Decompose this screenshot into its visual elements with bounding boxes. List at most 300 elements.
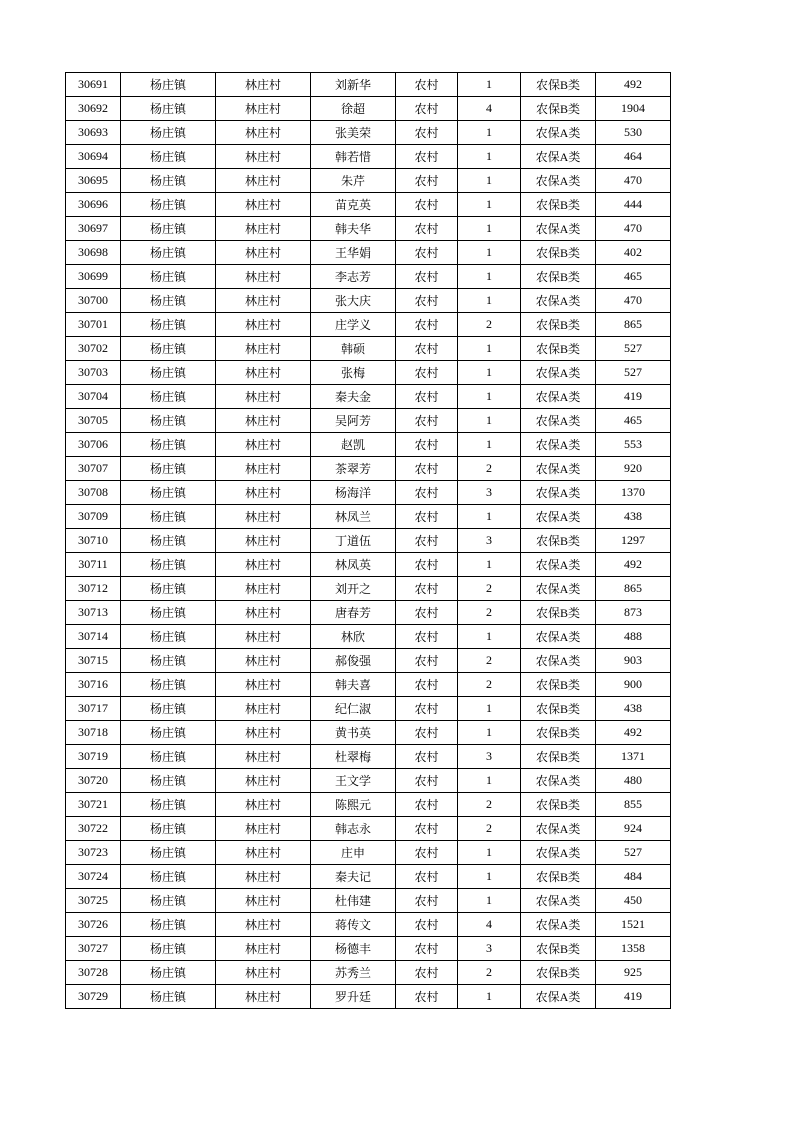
table-row [66, 529, 671, 553]
cell-amount: 1370 [596, 481, 671, 505]
cell-insurance-type: 农保B类 [521, 601, 596, 625]
cell-id: 30709 [66, 505, 121, 529]
cell-count: 2 [458, 577, 521, 601]
cell-count: 1 [458, 361, 521, 385]
cell-amount: 492 [596, 553, 671, 577]
cell-village: 林庄村 [216, 553, 311, 577]
cell-count: 3 [458, 481, 521, 505]
cell-area-type: 农村 [396, 169, 458, 193]
cell-id: 30691 [66, 73, 121, 97]
cell-insurance-type: 农保A类 [521, 169, 596, 193]
cell-amount: 1521 [596, 913, 671, 937]
cell-id: 30715 [66, 649, 121, 673]
cell-count: 2 [458, 649, 521, 673]
cell-village: 林庄村 [216, 97, 311, 121]
cell-town: 杨庄镇 [121, 721, 216, 745]
cell-area-type: 农村 [396, 985, 458, 1009]
cell-town: 杨庄镇 [121, 217, 216, 241]
cell-amount: 470 [596, 217, 671, 241]
cell-name: 林凤英 [311, 553, 396, 577]
cell-id: 30697 [66, 217, 121, 241]
cell-count: 1 [458, 217, 521, 241]
cell-id: 30705 [66, 409, 121, 433]
cell-count: 1 [458, 337, 521, 361]
cell-area-type: 农村 [396, 409, 458, 433]
cell-id: 30728 [66, 961, 121, 985]
cell-name: 徐超 [311, 97, 396, 121]
cell-village: 林庄村 [216, 889, 311, 913]
cell-area-type: 农村 [396, 577, 458, 601]
table-row [66, 73, 671, 97]
cell-count: 1 [458, 73, 521, 97]
cell-name: 杜翠梅 [311, 745, 396, 769]
cell-id: 30727 [66, 937, 121, 961]
table-row [66, 265, 671, 289]
cell-name: 林凤兰 [311, 505, 396, 529]
cell-amount: 444 [596, 193, 671, 217]
cell-village: 林庄村 [216, 865, 311, 889]
cell-village: 林庄村 [216, 697, 311, 721]
table-row [66, 409, 671, 433]
cell-name: 纪仁淑 [311, 697, 396, 721]
table-row [66, 985, 671, 1009]
cell-amount: 492 [596, 73, 671, 97]
cell-name: 黄书英 [311, 721, 396, 745]
cell-village: 林庄村 [216, 457, 311, 481]
cell-town: 杨庄镇 [121, 505, 216, 529]
cell-insurance-type: 农保A类 [521, 553, 596, 577]
cell-area-type: 农村 [396, 793, 458, 817]
cell-name: 刘新华 [311, 73, 396, 97]
cell-insurance-type: 农保A类 [521, 289, 596, 313]
table-row [66, 337, 671, 361]
cell-area-type: 农村 [396, 673, 458, 697]
cell-amount: 465 [596, 265, 671, 289]
cell-count: 3 [458, 529, 521, 553]
cell-count: 3 [458, 937, 521, 961]
cell-town: 杨庄镇 [121, 865, 216, 889]
cell-village: 林庄村 [216, 937, 311, 961]
cell-id: 30711 [66, 553, 121, 577]
cell-insurance-type: 农保A类 [521, 385, 596, 409]
cell-town: 杨庄镇 [121, 121, 216, 145]
table-row [66, 313, 671, 337]
cell-name: 陈熙元 [311, 793, 396, 817]
cell-count: 1 [458, 121, 521, 145]
cell-area-type: 农村 [396, 553, 458, 577]
table-row [66, 601, 671, 625]
cell-name: 王文学 [311, 769, 396, 793]
cell-village: 林庄村 [216, 649, 311, 673]
cell-name: 朱芹 [311, 169, 396, 193]
cell-count: 1 [458, 625, 521, 649]
table-row [66, 361, 671, 385]
cell-amount: 488 [596, 625, 671, 649]
cell-village: 林庄村 [216, 625, 311, 649]
cell-amount: 492 [596, 721, 671, 745]
cell-area-type: 农村 [396, 433, 458, 457]
cell-id: 30714 [66, 625, 121, 649]
cell-amount: 855 [596, 793, 671, 817]
cell-village: 林庄村 [216, 505, 311, 529]
cell-town: 杨庄镇 [121, 433, 216, 457]
cell-name: 庄申 [311, 841, 396, 865]
cell-name: 杨德丰 [311, 937, 396, 961]
cell-count: 1 [458, 505, 521, 529]
cell-amount: 438 [596, 505, 671, 529]
cell-name: 韩夫华 [311, 217, 396, 241]
cell-town: 杨庄镇 [121, 73, 216, 97]
cell-id: 30704 [66, 385, 121, 409]
cell-name: 张大庆 [311, 289, 396, 313]
cell-count: 1 [458, 433, 521, 457]
cell-insurance-type: 农保A类 [521, 817, 596, 841]
cell-area-type: 农村 [396, 193, 458, 217]
cell-amount: 530 [596, 121, 671, 145]
cell-count: 1 [458, 553, 521, 577]
cell-id: 30698 [66, 241, 121, 265]
cell-count: 1 [458, 289, 521, 313]
table-row [66, 553, 671, 577]
cell-town: 杨庄镇 [121, 289, 216, 313]
cell-id: 30725 [66, 889, 121, 913]
cell-insurance-type: 农保A类 [521, 457, 596, 481]
cell-id: 30717 [66, 697, 121, 721]
cell-area-type: 农村 [396, 841, 458, 865]
table-row [66, 457, 671, 481]
cell-insurance-type: 农保B类 [521, 529, 596, 553]
cell-name: 韩若惜 [311, 145, 396, 169]
cell-insurance-type: 农保A类 [521, 481, 596, 505]
cell-amount: 865 [596, 313, 671, 337]
table-row [66, 289, 671, 313]
cell-insurance-type: 农保B类 [521, 97, 596, 121]
cell-name: 杨海洋 [311, 481, 396, 505]
table-row [66, 961, 671, 985]
cell-amount: 527 [596, 841, 671, 865]
cell-id: 30723 [66, 841, 121, 865]
table-body [66, 73, 671, 1009]
cell-name: 秦夫记 [311, 865, 396, 889]
cell-area-type: 农村 [396, 937, 458, 961]
cell-insurance-type: 农保A类 [521, 433, 596, 457]
cell-area-type: 农村 [396, 745, 458, 769]
cell-village: 林庄村 [216, 265, 311, 289]
cell-name: 丁道伍 [311, 529, 396, 553]
cell-amount: 865 [596, 577, 671, 601]
cell-amount: 480 [596, 769, 671, 793]
cell-area-type: 农村 [396, 961, 458, 985]
table-row [66, 217, 671, 241]
cell-village: 林庄村 [216, 241, 311, 265]
cell-village: 林庄村 [216, 145, 311, 169]
cell-area-type: 农村 [396, 913, 458, 937]
cell-name: 张梅 [311, 361, 396, 385]
cell-town: 杨庄镇 [121, 241, 216, 265]
cell-area-type: 农村 [396, 361, 458, 385]
cell-count: 1 [458, 721, 521, 745]
cell-town: 杨庄镇 [121, 601, 216, 625]
cell-town: 杨庄镇 [121, 889, 216, 913]
cell-id: 30712 [66, 577, 121, 601]
cell-village: 林庄村 [216, 73, 311, 97]
cell-village: 林庄村 [216, 793, 311, 817]
cell-insurance-type: 农保B类 [521, 193, 596, 217]
cell-area-type: 农村 [396, 97, 458, 121]
cell-area-type: 农村 [396, 625, 458, 649]
table-row [66, 817, 671, 841]
table-row [66, 241, 671, 265]
cell-area-type: 农村 [396, 217, 458, 241]
cell-area-type: 农村 [396, 481, 458, 505]
cell-count: 1 [458, 265, 521, 289]
table-row [66, 97, 671, 121]
table-row [66, 169, 671, 193]
cell-id: 30700 [66, 289, 121, 313]
cell-name: 吴阿芳 [311, 409, 396, 433]
cell-insurance-type: 农保A类 [521, 913, 596, 937]
cell-id: 30724 [66, 865, 121, 889]
cell-count: 2 [458, 817, 521, 841]
cell-town: 杨庄镇 [121, 673, 216, 697]
cell-id: 30696 [66, 193, 121, 217]
cell-town: 杨庄镇 [121, 769, 216, 793]
cell-name: 秦夫金 [311, 385, 396, 409]
table-row [66, 937, 671, 961]
cell-name: 张美荣 [311, 121, 396, 145]
table-row [66, 121, 671, 145]
cell-area-type: 农村 [396, 769, 458, 793]
cell-id: 30710 [66, 529, 121, 553]
cell-town: 杨庄镇 [121, 745, 216, 769]
cell-insurance-type: 农保A类 [521, 985, 596, 1009]
cell-insurance-type: 农保B类 [521, 265, 596, 289]
cell-insurance-type: 农保B类 [521, 937, 596, 961]
cell-count: 4 [458, 97, 521, 121]
cell-insurance-type: 农保B类 [521, 313, 596, 337]
cell-area-type: 农村 [396, 865, 458, 889]
cell-amount: 438 [596, 697, 671, 721]
cell-amount: 527 [596, 361, 671, 385]
cell-count: 1 [458, 145, 521, 169]
cell-amount: 1371 [596, 745, 671, 769]
cell-village: 林庄村 [216, 313, 311, 337]
cell-town: 杨庄镇 [121, 529, 216, 553]
cell-village: 林庄村 [216, 529, 311, 553]
cell-id: 30692 [66, 97, 121, 121]
cell-village: 林庄村 [216, 985, 311, 1009]
table-row [66, 889, 671, 913]
table-row [66, 625, 671, 649]
cell-count: 2 [458, 673, 521, 697]
cell-name: 林欣 [311, 625, 396, 649]
cell-town: 杨庄镇 [121, 793, 216, 817]
cell-town: 杨庄镇 [121, 577, 216, 601]
cell-count: 3 [458, 745, 521, 769]
cell-name: 韩硕 [311, 337, 396, 361]
cell-id: 30713 [66, 601, 121, 625]
cell-insurance-type: 农保B类 [521, 73, 596, 97]
cell-count: 1 [458, 985, 521, 1009]
cell-insurance-type: 农保A类 [521, 889, 596, 913]
cell-amount: 903 [596, 649, 671, 673]
cell-area-type: 农村 [396, 601, 458, 625]
table-row [66, 385, 671, 409]
cell-area-type: 农村 [396, 265, 458, 289]
cell-village: 林庄村 [216, 961, 311, 985]
cell-count: 1 [458, 169, 521, 193]
table-row [66, 913, 671, 937]
cell-count: 1 [458, 769, 521, 793]
table-row [66, 577, 671, 601]
cell-insurance-type: 农保A类 [521, 409, 596, 433]
cell-village: 林庄村 [216, 769, 311, 793]
cell-area-type: 农村 [396, 529, 458, 553]
cell-amount: 527 [596, 337, 671, 361]
cell-amount: 419 [596, 985, 671, 1009]
cell-town: 杨庄镇 [121, 145, 216, 169]
cell-insurance-type: 农保B类 [521, 697, 596, 721]
cell-insurance-type: 农保B类 [521, 241, 596, 265]
cell-area-type: 农村 [396, 697, 458, 721]
cell-insurance-type: 农保A类 [521, 145, 596, 169]
cell-id: 30703 [66, 361, 121, 385]
cell-village: 林庄村 [216, 193, 311, 217]
cell-insurance-type: 农保A类 [521, 625, 596, 649]
cell-id: 30719 [66, 745, 121, 769]
table-row [66, 769, 671, 793]
cell-amount: 873 [596, 601, 671, 625]
cell-area-type: 农村 [396, 721, 458, 745]
table-row [66, 505, 671, 529]
cell-village: 林庄村 [216, 841, 311, 865]
cell-count: 2 [458, 457, 521, 481]
cell-town: 杨庄镇 [121, 817, 216, 841]
cell-insurance-type: 农保A类 [521, 121, 596, 145]
cell-name: 罗升廷 [311, 985, 396, 1009]
cell-amount: 920 [596, 457, 671, 481]
cell-count: 2 [458, 961, 521, 985]
cell-name: 杜伟建 [311, 889, 396, 913]
cell-area-type: 农村 [396, 145, 458, 169]
cell-village: 林庄村 [216, 337, 311, 361]
table-row [66, 433, 671, 457]
cell-village: 林庄村 [216, 433, 311, 457]
cell-id: 30708 [66, 481, 121, 505]
cell-count: 1 [458, 409, 521, 433]
cell-id: 30695 [66, 169, 121, 193]
cell-area-type: 农村 [396, 337, 458, 361]
table-row [66, 193, 671, 217]
cell-town: 杨庄镇 [121, 97, 216, 121]
cell-town: 杨庄镇 [121, 361, 216, 385]
cell-village: 林庄村 [216, 745, 311, 769]
table-row [66, 145, 671, 169]
cell-area-type: 农村 [396, 385, 458, 409]
cell-count: 1 [458, 865, 521, 889]
table-row [66, 841, 671, 865]
cell-town: 杨庄镇 [121, 337, 216, 361]
cell-village: 林庄村 [216, 217, 311, 241]
cell-id: 30721 [66, 793, 121, 817]
table-row [66, 745, 671, 769]
cell-amount: 464 [596, 145, 671, 169]
cell-town: 杨庄镇 [121, 913, 216, 937]
table-row [66, 721, 671, 745]
cell-name: 唐春芳 [311, 601, 396, 625]
cell-amount: 1904 [596, 97, 671, 121]
cell-amount: 1358 [596, 937, 671, 961]
cell-town: 杨庄镇 [121, 457, 216, 481]
table-row [66, 793, 671, 817]
cell-id: 30726 [66, 913, 121, 937]
cell-area-type: 农村 [396, 457, 458, 481]
cell-town: 杨庄镇 [121, 409, 216, 433]
cell-town: 杨庄镇 [121, 697, 216, 721]
cell-count: 4 [458, 913, 521, 937]
cell-town: 杨庄镇 [121, 385, 216, 409]
cell-town: 杨庄镇 [121, 481, 216, 505]
cell-id: 30722 [66, 817, 121, 841]
cell-name: 韩夫喜 [311, 673, 396, 697]
cell-id: 30693 [66, 121, 121, 145]
cell-insurance-type: 农保B类 [521, 865, 596, 889]
cell-village: 林庄村 [216, 817, 311, 841]
cell-area-type: 农村 [396, 649, 458, 673]
cell-id: 30706 [66, 433, 121, 457]
cell-town: 杨庄镇 [121, 961, 216, 985]
cell-id: 30702 [66, 337, 121, 361]
cell-amount: 470 [596, 289, 671, 313]
cell-count: 1 [458, 697, 521, 721]
table-row [66, 481, 671, 505]
cell-insurance-type: 农保A类 [521, 649, 596, 673]
cell-village: 林庄村 [216, 169, 311, 193]
cell-name: 茶翠芳 [311, 457, 396, 481]
cell-town: 杨庄镇 [121, 193, 216, 217]
table-row [66, 865, 671, 889]
cell-name: 庄学义 [311, 313, 396, 337]
cell-count: 1 [458, 841, 521, 865]
cell-town: 杨庄镇 [121, 649, 216, 673]
table-row [66, 697, 671, 721]
cell-town: 杨庄镇 [121, 625, 216, 649]
cell-name: 蒋传文 [311, 913, 396, 937]
cell-area-type: 农村 [396, 241, 458, 265]
cell-town: 杨庄镇 [121, 841, 216, 865]
cell-count: 1 [458, 241, 521, 265]
cell-name: 苏秀兰 [311, 961, 396, 985]
cell-id: 30699 [66, 265, 121, 289]
cell-insurance-type: 农保B类 [521, 793, 596, 817]
cell-insurance-type: 农保A类 [521, 361, 596, 385]
cell-amount: 402 [596, 241, 671, 265]
cell-count: 2 [458, 313, 521, 337]
cell-insurance-type: 农保B类 [521, 961, 596, 985]
cell-insurance-type: 农保B类 [521, 337, 596, 361]
table-row [66, 649, 671, 673]
cell-id: 30707 [66, 457, 121, 481]
cell-name: 王华娟 [311, 241, 396, 265]
cell-town: 杨庄镇 [121, 985, 216, 1009]
cell-amount: 419 [596, 385, 671, 409]
cell-count: 1 [458, 385, 521, 409]
cell-amount: 925 [596, 961, 671, 985]
cell-count: 1 [458, 193, 521, 217]
cell-name: 苗克英 [311, 193, 396, 217]
cell-name: 郝俊强 [311, 649, 396, 673]
cell-insurance-type: 农保A类 [521, 577, 596, 601]
